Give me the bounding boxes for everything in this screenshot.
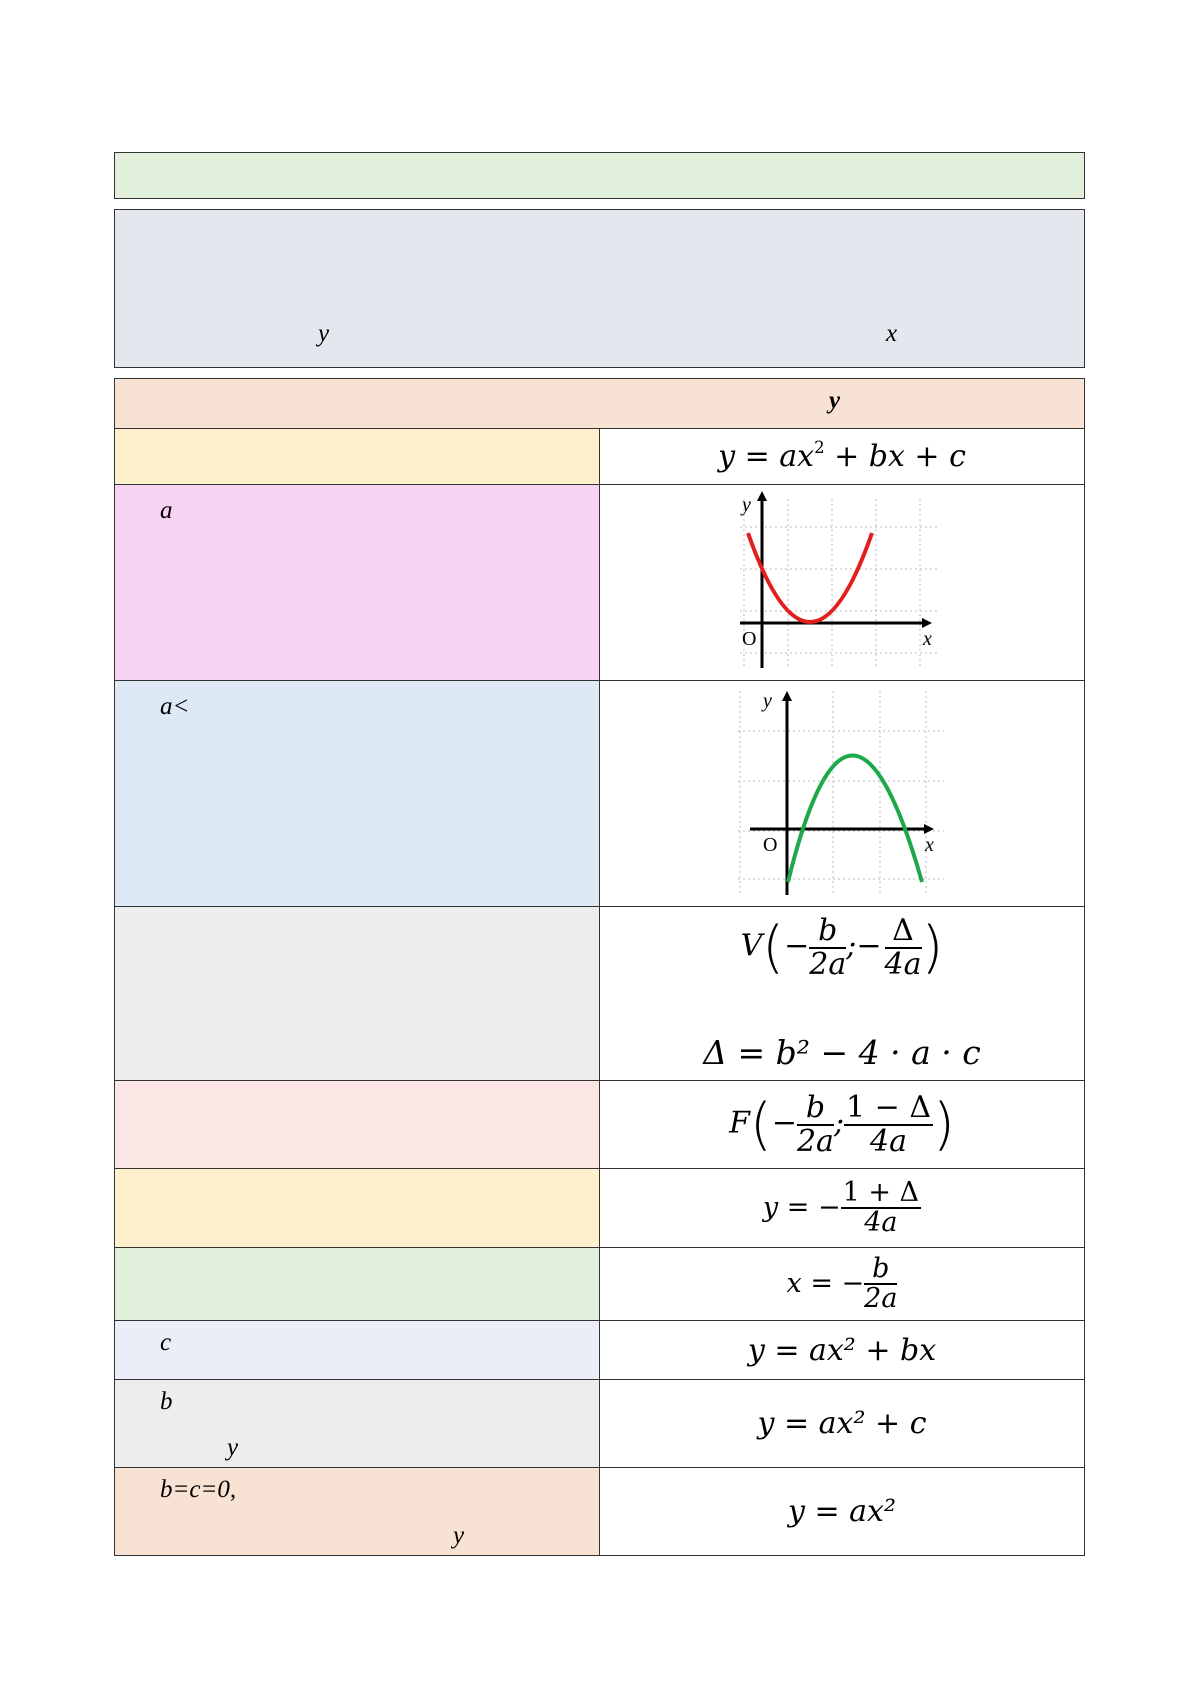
upward-graph-cell [600, 485, 1085, 681]
upward-axis-x-label: x [923, 628, 932, 650]
downward-axis-y-label: y [763, 690, 772, 712]
upward-label-cell [115, 485, 600, 681]
upward-origin-label: O [742, 628, 757, 650]
vertex-symbol: V [740, 928, 763, 964]
downward-axis-x-label: x [925, 834, 934, 856]
focus-cell [600, 1081, 1085, 1169]
bc-zero-var-y: y [453, 1522, 465, 1549]
focus-label-cell [115, 1081, 600, 1169]
vertex-label-cell [115, 907, 600, 1081]
axis-lhs: x = − [786, 1267, 865, 1299]
parabola-table [114, 378, 1085, 1556]
b-zero-cell [600, 1380, 1085, 1468]
downward-row [115, 681, 1085, 907]
downward-label: a< [160, 693, 190, 720]
directrix-formula: y = − $\frac{1 + \Delta}{4a}$ [762, 1176, 920, 1238]
vertex-formula: V(− $\frac{b}{2a}$ ;− $\frac{\Delta}{4a}$ ) [740, 913, 944, 982]
focus-formula: F(− $\frac{b}{2a}$ ; $\frac{1 - \Delta}{4a}$ ) [729, 1090, 955, 1159]
axis-cell [600, 1248, 1085, 1321]
intro-box [114, 209, 1085, 368]
bc-zero-label: b=c=0, [160, 1476, 237, 1503]
downward-label-cell [115, 681, 600, 907]
axis-label-cell [115, 1248, 600, 1321]
upward-row [115, 485, 1085, 681]
c-zero-row [115, 1321, 1085, 1380]
downward-origin-label: O [763, 834, 778, 856]
b-zero-row [115, 1380, 1085, 1468]
delta-formula: Δ = b² − 4 · a · c [703, 1033, 981, 1072]
bc-zero-cell [600, 1468, 1085, 1556]
b-zero-formula: y = ax² + c [757, 1406, 927, 1441]
upward-parabola-graph [600, 485, 1085, 675]
b-zero-var-y: y [227, 1434, 239, 1461]
header-var-y: y [829, 387, 841, 414]
b-zero-label-cell [115, 1380, 600, 1468]
general-form-label-cell [115, 429, 600, 485]
c-zero-label-cell [115, 1321, 600, 1380]
directrix-cell [600, 1169, 1085, 1248]
vertex-cell [600, 907, 1085, 1081]
upward-axis-y-label: y [742, 494, 751, 516]
focus-symbol: F [729, 1105, 750, 1141]
upward-label: a [160, 497, 173, 524]
c-zero-label: c [160, 1329, 172, 1356]
directrix-lhs: y = − [762, 1191, 841, 1223]
upward-parabola-curve [748, 533, 872, 622]
general-form-formula: $y = ax^2$ + bx + c [718, 438, 966, 475]
vertex-row [115, 907, 1085, 1081]
axis-row [115, 1248, 1085, 1321]
directrix-label-cell [115, 1169, 600, 1248]
intro-var-y: y [318, 320, 330, 347]
c-zero-formula: y = ax² + bx [747, 1332, 937, 1368]
downward-parabola-curve [788, 756, 922, 883]
title-bar [114, 152, 1085, 199]
bc-zero-formula: y = ax² [788, 1494, 896, 1529]
general-form-row [115, 429, 1085, 485]
header-row [115, 379, 1085, 429]
bc-zero-label-cell [115, 1468, 600, 1556]
b-zero-label: b [160, 1388, 173, 1415]
downward-graph-cell [600, 681, 1085, 907]
bc-zero-row [115, 1468, 1085, 1556]
general-form-cell [600, 429, 1085, 485]
directrix-row [115, 1169, 1085, 1248]
focus-row [115, 1081, 1085, 1169]
c-zero-cell [600, 1321, 1085, 1380]
axis-formula: x = − $\frac{b}{2a}$ [786, 1252, 898, 1314]
intro-var-x: x [886, 320, 898, 347]
downward-parabola-graph [600, 681, 1085, 901]
